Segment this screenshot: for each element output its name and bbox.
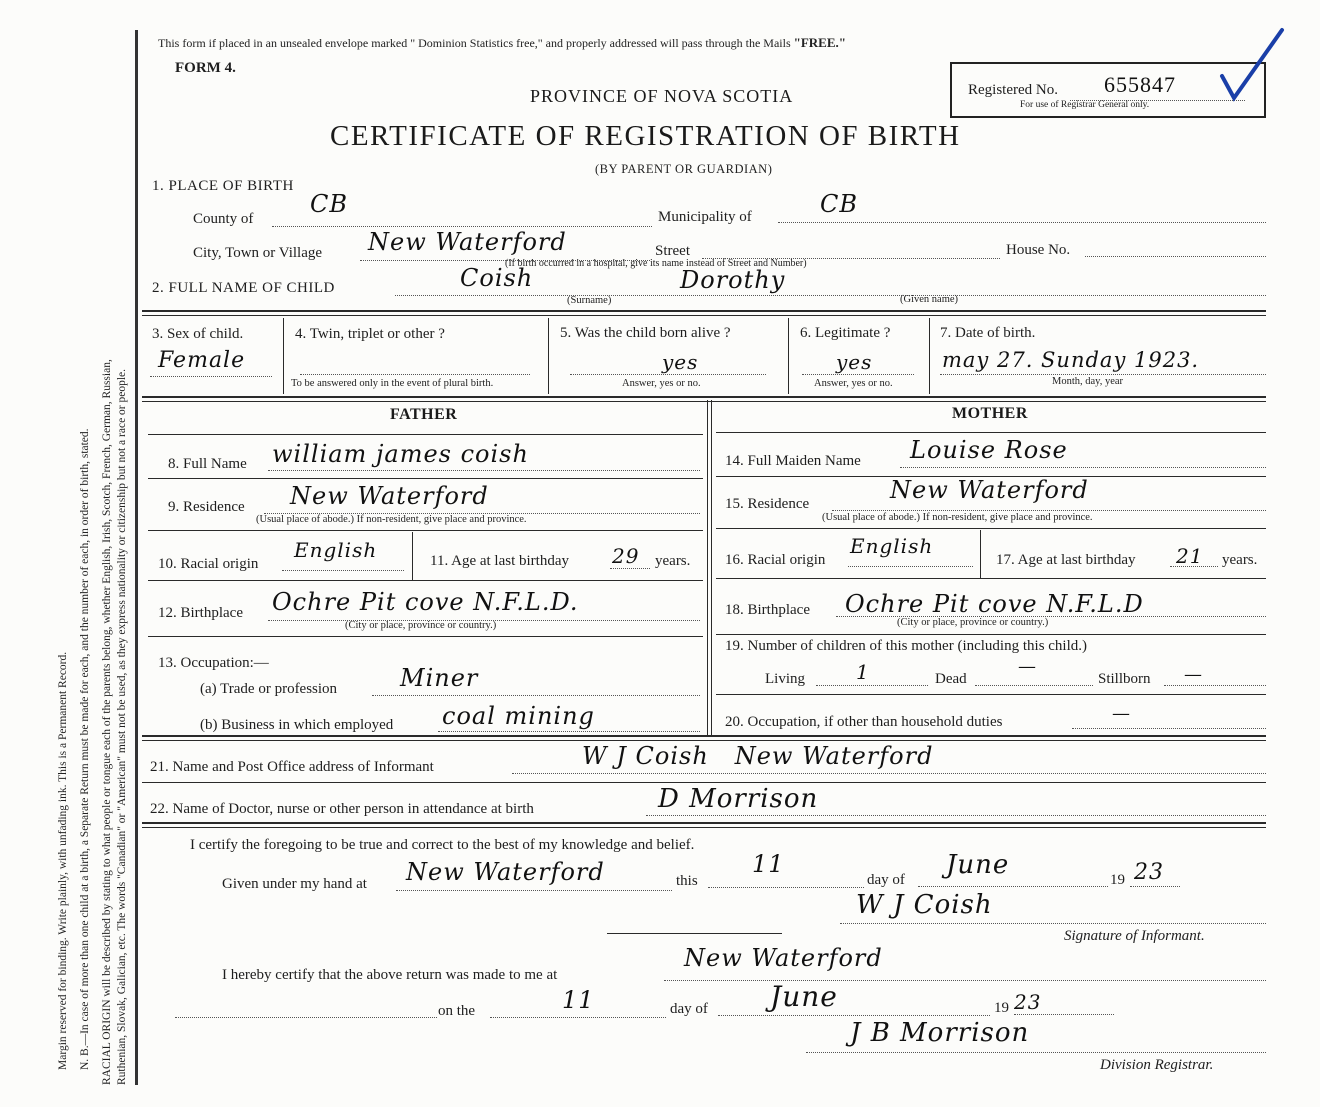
mother-children-label: 19. Number of children of this mother (including this child.) — [725, 638, 1088, 654]
this-value: 11 — [752, 850, 785, 878]
twin-label: 4. Twin, triplet or other ? — [295, 326, 445, 342]
registered-value: 655847 — [1104, 72, 1176, 97]
father-birthplace-note: (City or place, province or country.) — [345, 620, 497, 631]
form-number: FORM 4. — [175, 60, 236, 76]
living-label: Living — [765, 671, 805, 687]
informant-value: W J Coish New Waterford — [582, 742, 934, 770]
doctor-value: D Morrison — [658, 784, 819, 814]
child-surname-value: Coish — [460, 264, 534, 292]
informant-label: 21. Name and Post Office address of Informant — [150, 759, 434, 775]
alive-note: Answer, yes or no. — [622, 378, 701, 389]
margin-note-1: Margin reserved for binding. Write plainly, with unfading ink. This is a Permanent Record. — [57, 651, 69, 1070]
legitimate-value: yes — [836, 350, 873, 374]
registered-label: Registered No. — [968, 82, 1058, 98]
margin-rule — [135, 30, 138, 1085]
year-value-2: 23 — [1014, 990, 1042, 1014]
father-occupation-label: 13. Occupation:— — [158, 655, 269, 671]
county-label: County of — [193, 211, 254, 227]
father-residence-note: (Usual place of abode.) If non-resident, give place and province. — [256, 514, 527, 525]
municipality-value: CB — [820, 190, 858, 218]
mother-racial-value: English — [850, 534, 934, 558]
legitimate-label: 6. Legitimate ? — [800, 325, 891, 341]
father-residence-label: 9. Residence — [168, 499, 245, 515]
surname-note: (Surname) — [567, 295, 612, 306]
page-title: CERTIFICATE OF REGISTRATION OF BIRTH — [330, 120, 961, 152]
mother-name-value: Louise Rose — [910, 436, 1068, 464]
father-age-label: 11. Age at last birthday — [430, 553, 569, 569]
informant-signature: W J Coish — [856, 890, 993, 920]
father-business-value: coal mining — [442, 702, 595, 730]
mother-residence-note: (Usual place of abode.) If non-resident, give place and province. — [822, 512, 1093, 523]
day-of-label: day of — [867, 872, 905, 888]
informant-signature-label: Signature of Informant. — [1064, 928, 1205, 944]
father-racial-value: English — [294, 538, 378, 562]
on-the-value: 11 — [562, 986, 595, 1014]
father-age-value: 29 — [612, 544, 640, 568]
father-birthplace-label: 12. Birthplace — [158, 605, 243, 621]
mother-racial-label: 16. Racial origin — [725, 552, 826, 568]
mother-age-unit: years. — [1222, 552, 1258, 568]
father-racial-label: 10. Racial origin — [158, 556, 259, 572]
alive-label: 5. Was the child born alive ? — [560, 325, 731, 341]
day-of-value-2: June — [770, 980, 838, 1013]
mother-name-label: 14. Full Maiden Name — [725, 453, 861, 469]
dead-label: Dead — [935, 671, 967, 687]
father-business-label: (b) Business in which employed — [200, 717, 394, 733]
province-heading: PROVINCE OF NOVA SCOTIA — [530, 86, 794, 106]
year-prefix: 19 — [1110, 872, 1125, 888]
dob-label: 7. Date of birth. — [940, 325, 1036, 341]
city-value: New Waterford — [368, 228, 567, 256]
mother-residence-value: New Waterford — [890, 476, 1089, 504]
dob-value: may 27. Sunday 1923. — [942, 348, 1200, 372]
check-mark-icon — [1218, 24, 1288, 104]
given-note: (Given name) — [900, 294, 959, 305]
child-given-value: Dorothy — [680, 266, 786, 294]
father-heading: FATHER — [390, 406, 458, 423]
registrar-signature-label: Division Registrar. — [1100, 1057, 1214, 1073]
alive-value: yes — [662, 350, 699, 374]
day-of-label-2: day of — [670, 1001, 708, 1017]
mother-birthplace-label: 18. Birthplace — [725, 602, 810, 618]
municipality-label: Municipality of — [658, 209, 752, 225]
city-label: City, Town or Village — [193, 245, 323, 261]
registrar-note: For use of Registrar General only. — [1020, 100, 1150, 110]
mail-notice-free: "FREE." — [793, 35, 846, 50]
father-trade-value: Miner — [400, 664, 479, 692]
this-label: this — [676, 873, 698, 889]
mail-notice-text: This form if placed in an unsealed envelope marked " Dominion Statistics free," and properly addressed will pass through the Mails — [158, 36, 791, 50]
certify-statement: I certify the foregoing to be true and correct to the best of my knowledge and belief. — [190, 837, 695, 853]
doctor-label: 22. Name of Doctor, nurse or other person in attendance at birth — [150, 801, 534, 817]
father-age-unit: years. — [655, 553, 691, 569]
dead-value: — — [1018, 656, 1037, 677]
mother-age-value: 21 — [1176, 544, 1204, 568]
margin-note-3: RACIAL ORIGIN will be described by stating to what people or tongue each of the parents belong, whether English, Irish, Scotch, French, German, Russian, — [101, 359, 113, 1085]
stillborn-label: Stillborn — [1098, 671, 1151, 687]
legitimate-note: Answer, yes or no. — [814, 378, 893, 389]
mother-residence-label: 15. Residence — [725, 496, 810, 512]
margin-note-4: Ruthenian, Slovak, Galician, etc. The words "Canadian" or "American" must not be used, as they express nationality or citizenship but not a race or people. — [116, 368, 128, 1085]
registered-box — [950, 62, 1266, 118]
year-value: 23 — [1134, 860, 1164, 885]
mother-occupation-value: — — [1112, 703, 1131, 724]
mother-age-label: 17. Age at last birthday — [996, 552, 1136, 568]
registrar-signature: J B Morrison — [850, 1018, 1030, 1048]
day-of-value: June — [946, 850, 1010, 880]
stillborn-value: — — [1184, 664, 1203, 685]
mother-birthplace-note: (City or place, province or country.) — [897, 617, 1049, 628]
given-under-hand-label: Given under my hand at — [222, 876, 367, 892]
street-label: Street — [655, 243, 690, 259]
on-the-label: on the — [438, 1003, 476, 1019]
father-name-value: william james coish — [272, 440, 529, 468]
hospital-note: (If birth occurred in a hospital, give its name instead of Street and Number) — [505, 258, 807, 269]
house-label: House No. — [1006, 242, 1071, 258]
father-name-label: 8. Full Name — [168, 456, 247, 472]
place-of-birth-label: 1. PLACE OF BIRTH — [152, 178, 294, 194]
father-trade-label: (a) Trade or profession — [200, 681, 338, 697]
county-value: CB — [310, 190, 348, 218]
twin-note: To be answered only in the event of plural birth. — [291, 378, 494, 389]
mother-birthplace-value: Ochre Pit cove N.F.L.D — [845, 590, 1144, 618]
mother-occupation-label: 20. Occupation, if other than household duties — [725, 714, 1003, 730]
sex-value: Female — [158, 348, 246, 373]
living-value: 1 — [856, 660, 870, 684]
child-name-label: 2. FULL NAME OF CHILD — [152, 280, 335, 296]
given-place-value: New Waterford — [406, 858, 605, 886]
return-place-value: New Waterford — [684, 944, 883, 972]
mother-heading: MOTHER — [952, 405, 1028, 422]
father-birthplace-value: Ochre Pit cove N.F.L.D. — [272, 588, 579, 616]
mail-notice — [158, 35, 846, 51]
return-label: I hereby certify that the above return was made to me at — [222, 967, 558, 983]
father-residence-value: New Waterford — [290, 482, 489, 510]
sex-label: 3. Sex of child. — [152, 326, 244, 342]
margin-note-2: N. B.—In case of more than one child at a birth, a Separate Return must be made for each, and the number of each, in order of birth, stated. — [79, 428, 91, 1070]
year-prefix-2: 19 — [994, 1000, 1009, 1016]
page-subtitle: (BY PARENT OR GUARDIAN) — [595, 162, 773, 176]
dob-note: Month, day, year — [1052, 376, 1124, 387]
